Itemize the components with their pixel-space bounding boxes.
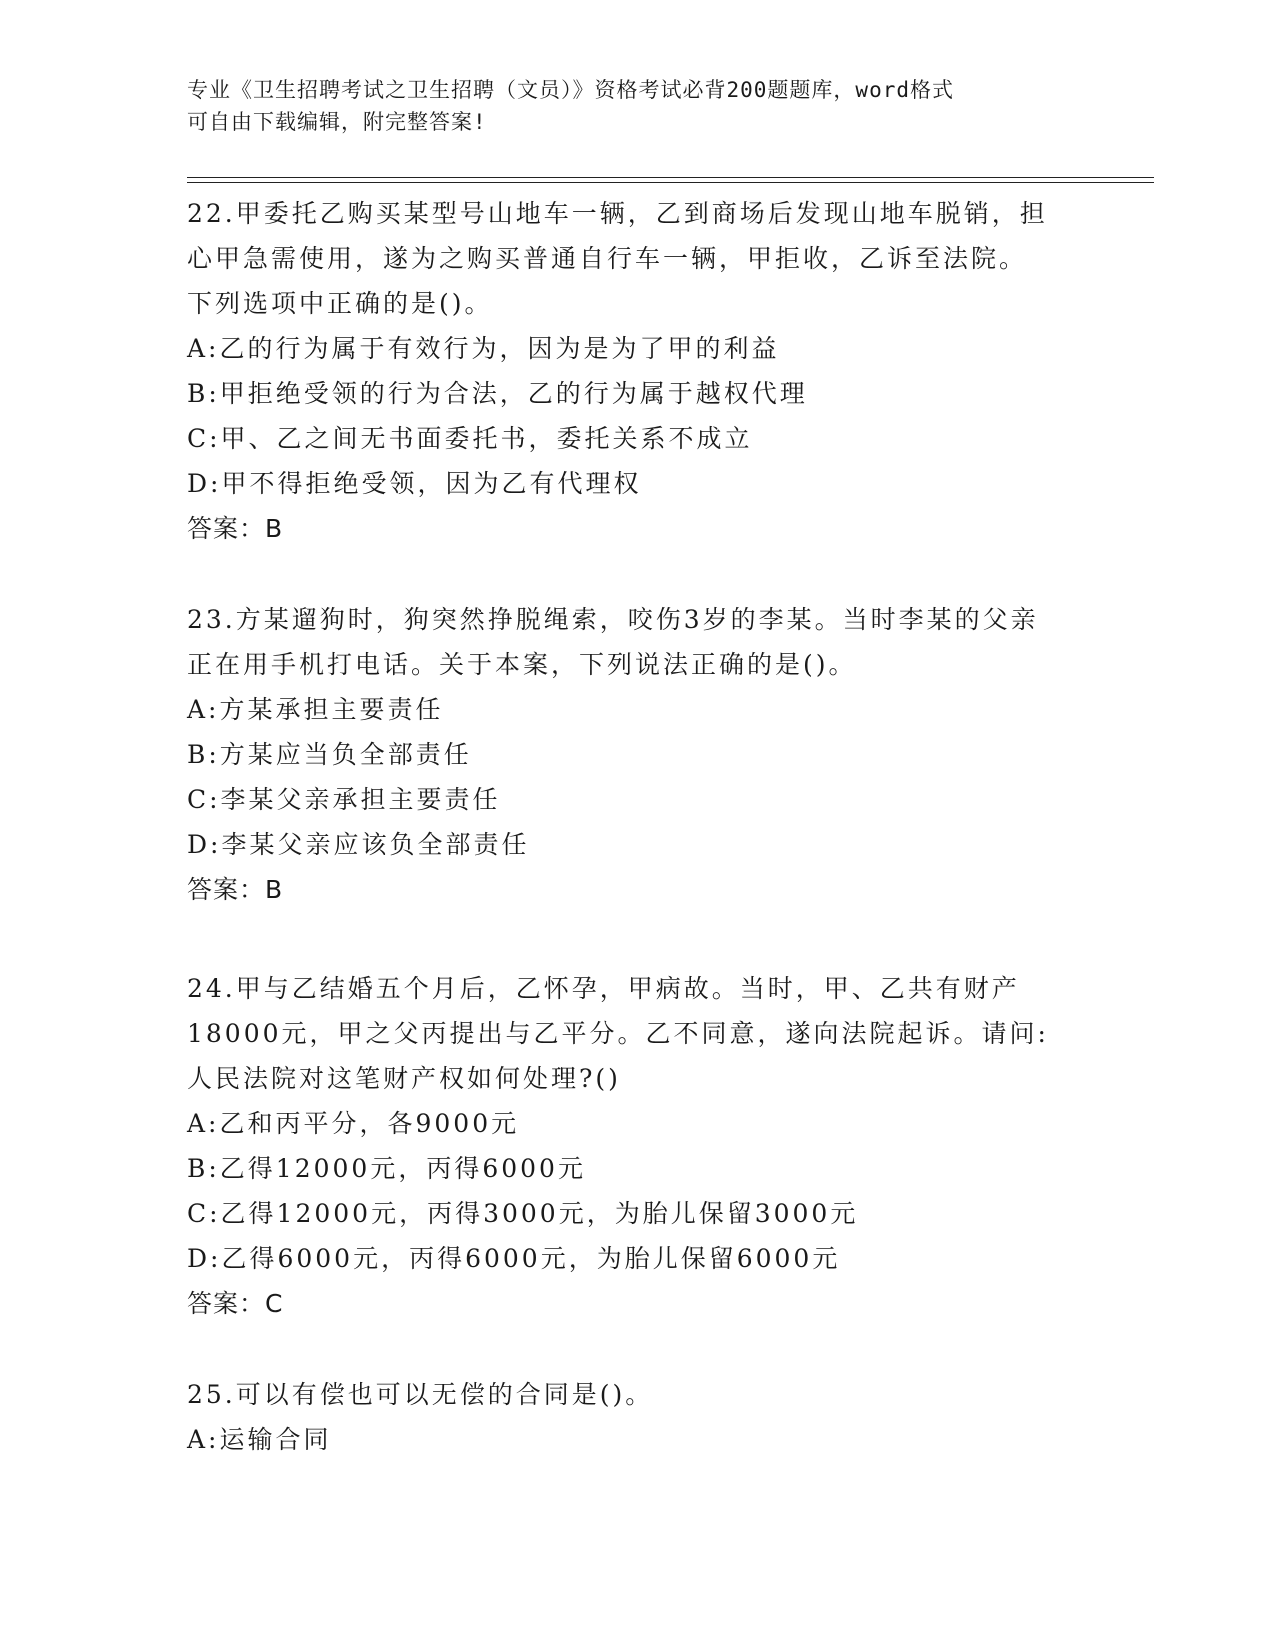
- question-25: [187, 1372, 1087, 1462]
- question-stem: [187, 191, 1087, 326]
- stem-line: 心甲急需使用，遂为之购买普通自行车一辆，甲拒收，乙诉至法院。: [187, 244, 1028, 273]
- question-23: [187, 597, 1087, 912]
- question-24: [187, 966, 1087, 1326]
- stem-line: 人民法院对这笔财产权如何处理?(): [187, 1064, 621, 1093]
- question-stem: [187, 597, 1087, 687]
- header-divider-bottom: [187, 182, 1154, 183]
- document-header: [187, 74, 1067, 138]
- question-22: [187, 191, 1087, 551]
- option-b: B:乙得12000元，丙得6000元: [187, 1154, 586, 1183]
- option-c: C:李某父亲承担主要责任: [187, 785, 501, 814]
- stem-line: 25.可以有偿也可以无偿的合同是()。: [187, 1380, 654, 1409]
- answer-label: 答案：B: [187, 514, 284, 543]
- option-a: A:运输合同: [187, 1425, 332, 1454]
- option-a: A:方某承担主要责任: [187, 695, 444, 724]
- stem-line: 23.方某遛狗时，狗突然挣脱绳索，咬伤3岁的李某。当时李某的父亲: [187, 605, 1039, 634]
- option-c: C:乙得12000元，丙得3000元，为胎儿保留3000元: [187, 1199, 859, 1228]
- question-stem: [187, 1372, 1087, 1417]
- header-line: 可自由下载编辑，附完整答案!: [187, 110, 487, 134]
- option-b: B:甲拒绝受领的行为合法，乙的行为属于越权代理: [187, 379, 808, 408]
- stem-line: 正在用手机打电话。关于本案，下列说法正确的是()。: [187, 650, 857, 679]
- stem-line: 22.甲委托乙购买某型号山地车一辆，乙到商场后发现山地车脱销，担: [187, 199, 1048, 228]
- option-d: D:乙得6000元，丙得6000元，为胎儿保留6000元: [187, 1244, 841, 1273]
- question-stem: [187, 966, 1087, 1101]
- stem-line: 18000元，甲之父丙提出与乙平分。乙不同意，遂向法院起诉。请问:: [187, 1019, 1049, 1048]
- answer-label: 答案：C: [187, 1289, 284, 1318]
- option-b: B:方某应当负全部责任: [187, 740, 472, 769]
- option-c: C:甲、乙之间无书面委托书，委托关系不成立: [187, 424, 753, 453]
- stem-line: 24.甲与乙结婚五个月后，乙怀孕，甲病故。当时，甲、乙共有财产: [187, 974, 1020, 1003]
- option-d: D:甲不得拒绝受领，因为乙有代理权: [187, 469, 642, 498]
- option-d: D:李某父亲应该负全部责任: [187, 830, 530, 859]
- option-a: A:乙和丙平分，各9000元: [187, 1109, 520, 1138]
- answer-label: 答案：B: [187, 875, 284, 904]
- stem-line: 下列选项中正确的是()。: [187, 289, 493, 318]
- header-divider-top: [187, 177, 1154, 178]
- header-line: 专业《卫生招聘考试之卫生招聘（文员）》资格考试必背200题题库，word格式: [187, 78, 954, 102]
- option-a: A:乙的行为属于有效行为，因为是为了甲的利益: [187, 334, 780, 363]
